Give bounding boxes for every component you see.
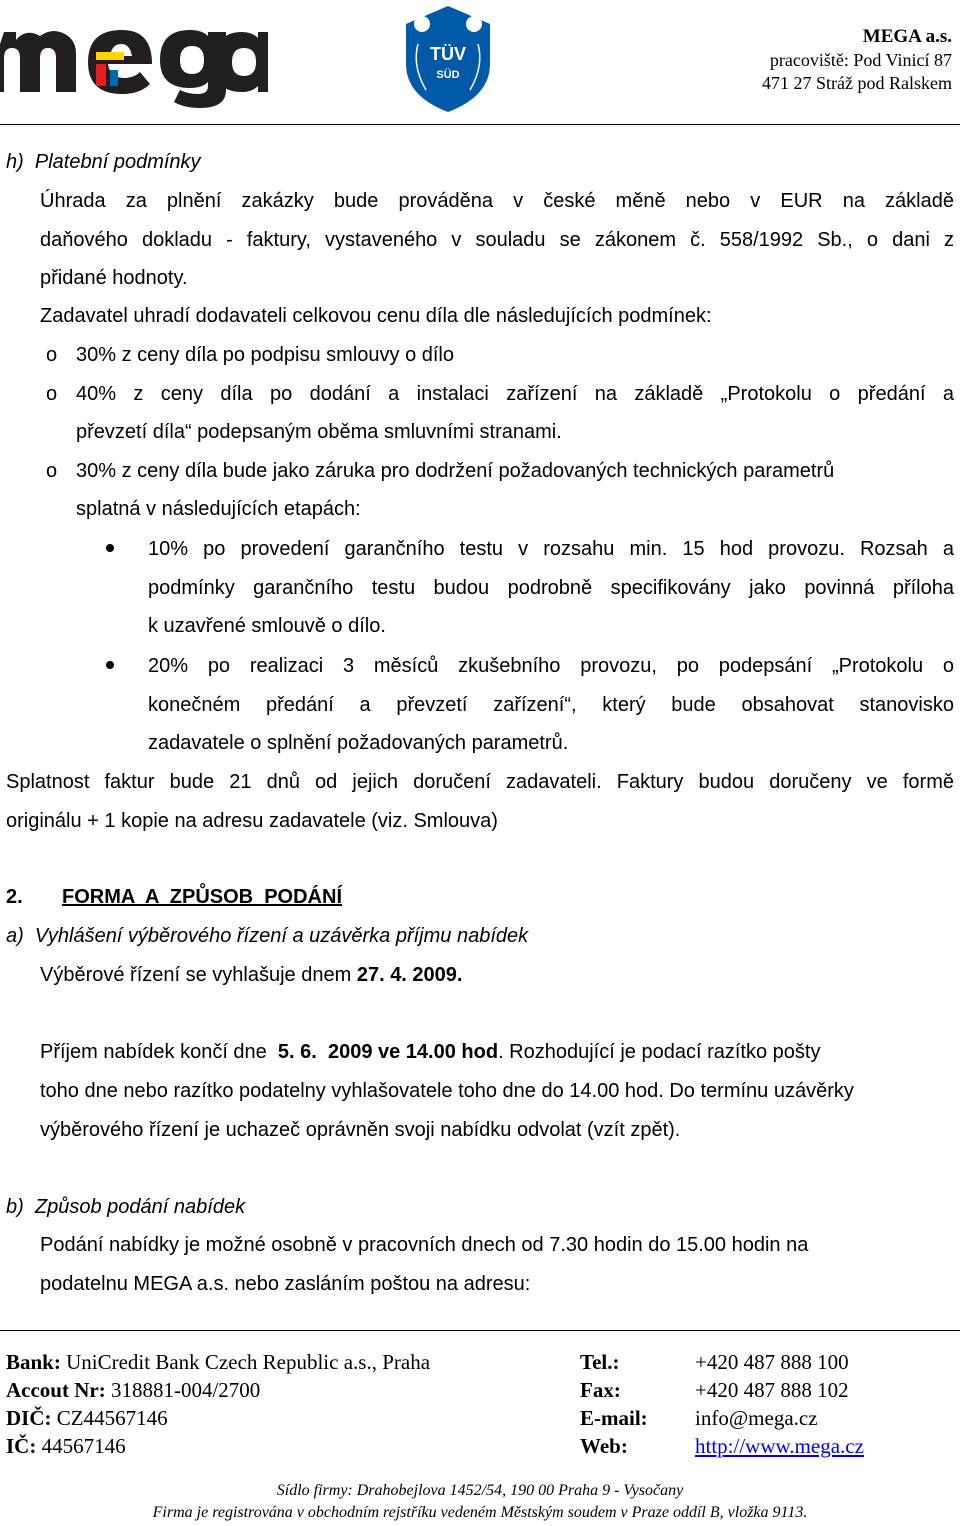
subsection-b-heading: b) Způsob podání nabídek	[6, 1196, 246, 1218]
payment-paragraph-line-1: Úhrada za plnění zakázky bude prováděna v české měně nebo v EUR na základě	[40, 190, 954, 212]
section-h-heading: h) Platební podmínky	[6, 151, 201, 173]
mega-logo	[0, 8, 270, 113]
announcement-text: Výběrové řízení se vyhlašuje dnem	[40, 964, 357, 986]
stage-1-line-1: 10% po provedení garančního testu v rozsahu min. 15 hod provozu. Rozsah a	[148, 538, 954, 560]
ic-label: IČ:	[6, 1434, 37, 1458]
dic-line	[6, 1404, 168, 1432]
stage-2-line-1: 20% po realizaci 3 měsíců zkušebního provozu, po podepsání „Protokolu o	[148, 655, 954, 677]
commercial-register: Firma je registrována v obchodním rejstříku vedeném Městským soudem v Praze oddíl B, vložka 9113.	[152, 1504, 808, 1521]
bullet-dot	[106, 544, 114, 552]
city-address: 471 27 Stráž pod Ralskem	[762, 73, 952, 93]
website-link[interactable]: http://www.mega.cz	[695, 1434, 864, 1458]
invoice-due-line-1: Splatnost faktur bude 21 dnů od jejich doručení zadavateli. Faktury budou doručeny ve formě	[6, 771, 954, 793]
deadline-line-1	[40, 1040, 820, 1064]
bullet-dot	[106, 661, 114, 669]
footer-divider	[0, 1330, 960, 1331]
payment-item-3-line-2: splatná v následujících etapách:	[76, 498, 361, 520]
deadline-line-2: toho dne nebo razítko podatelny vyhlašovatele toho dne do 14.00 hod. Do termínu uzávěrky	[40, 1080, 854, 1102]
tuv-certification-seal	[398, 4, 498, 119]
payment-item-1: 30% z ceny díla po podpisu smlouvy o dílo	[76, 344, 454, 366]
ic-line	[6, 1432, 126, 1460]
company-seat: Sídlo firmy: Drahobejlova 1452/54, 190 00 Praha 9 - Vysočany	[276, 1482, 684, 1499]
svg-text:TÜV: TÜV	[430, 44, 466, 64]
stage-1-line-2: podmínky garančního testu budou podrobně specifikovány jako povinná příloha	[148, 577, 954, 599]
payment-conditions-intro: Zadavatel uhradí dodavateli celkovou cenu díla dle následujících podmínek:	[40, 305, 712, 327]
fax-value: +420 487 888 102	[695, 1378, 849, 1402]
stage-2-line-2: konečném předání a převzetí zařízení“, který bude obsahovat stanovisko	[148, 694, 954, 716]
submission-line-1: Podání nabídky je možné osobně v pracovních dnech od 7.30 hodin do 15.00 hodin na	[40, 1234, 809, 1256]
fax-label: Fax:	[580, 1378, 621, 1402]
stage-1-line-3: k uzavřené smlouvě o dílo.	[148, 615, 386, 637]
bank-label: Bank:	[6, 1350, 61, 1374]
logo-text: mega	[0, 8, 3, 9]
announcement-date: 27. 4. 2009.	[356, 964, 463, 986]
header-divider	[0, 124, 960, 125]
account-value: 318881-004/2700	[105, 1378, 261, 1402]
list-marker: o	[46, 383, 58, 405]
web-label: Web:	[580, 1434, 628, 1458]
list-marker: o	[46, 344, 58, 366]
workplace-address: pracoviště: Pod Vinicí 87	[769, 50, 952, 70]
deadline-line-3: výběrového řízení je uchazeč oprávněn svoji nabídku odvolat (vzít zpět).	[40, 1119, 681, 1141]
ic-value: 44567146	[36, 1434, 126, 1458]
payment-paragraph-line-3: přidané hodnoty.	[40, 267, 188, 289]
deadline-text: Příjem nabídek končí dne	[40, 1041, 278, 1063]
stage-2-line-3: zadavatele o splnění požadovaných parametrů.	[148, 732, 569, 754]
tel-value: +420 487 888 100	[695, 1350, 849, 1374]
section-2-title: FORMA A ZPŮSOB PODÁNÍ	[62, 886, 342, 908]
account-label: Accout Nr:	[6, 1378, 106, 1402]
email-label: E-mail:	[580, 1406, 648, 1430]
tel-label: Tel.:	[580, 1350, 620, 1374]
invoice-due-line-2: originálu + 1 kopie na adresu zadavatele (viz. Smlouva)	[6, 810, 498, 832]
submission-line-2: podatelnu MEGA a.s. nebo zasláním poštou na adresu:	[40, 1273, 531, 1295]
bank-line	[6, 1348, 430, 1376]
deadline-date: 5. 6. 2009 ve 14.00 hod	[277, 1041, 499, 1063]
subsection-a-heading: a) Vyhlášení výběrového řízení a uzávěrka příjmu nabídek	[6, 925, 529, 947]
list-marker: o	[46, 460, 58, 482]
announcement-line	[40, 963, 462, 987]
company-name: MEGA a.s.	[862, 26, 952, 47]
svg-text:SÜD: SÜD	[436, 69, 460, 81]
payment-paragraph-line-2: daňového dokladu - faktury, vystaveného v souladu se zákonem č. 558/1992 Sb., o dani z	[40, 229, 954, 251]
payment-item-2-line-1: 40% z ceny díla po dodání a instalaci zařízení na základě „Protokolu o předání a	[76, 383, 954, 405]
section-2-number: 2.	[6, 886, 23, 908]
payment-item-2-line-2: převzetí díla“ podepsaným oběma smluvními stranami.	[76, 421, 562, 443]
dic-label: DIČ:	[6, 1406, 52, 1430]
bank-value: UniCredit Bank Czech Republic a.s., Praha	[60, 1350, 431, 1374]
account-line	[6, 1376, 260, 1404]
dic-value: CZ44567146	[51, 1406, 168, 1430]
deadline-rest: . Rozhodující je podací razítko pošty	[498, 1041, 821, 1063]
email-value[interactable]: info@mega.cz	[695, 1406, 818, 1430]
payment-item-3-line-1: 30% z ceny díla bude jako záruka pro dodržení požadovaných technických parametrů	[76, 460, 835, 482]
